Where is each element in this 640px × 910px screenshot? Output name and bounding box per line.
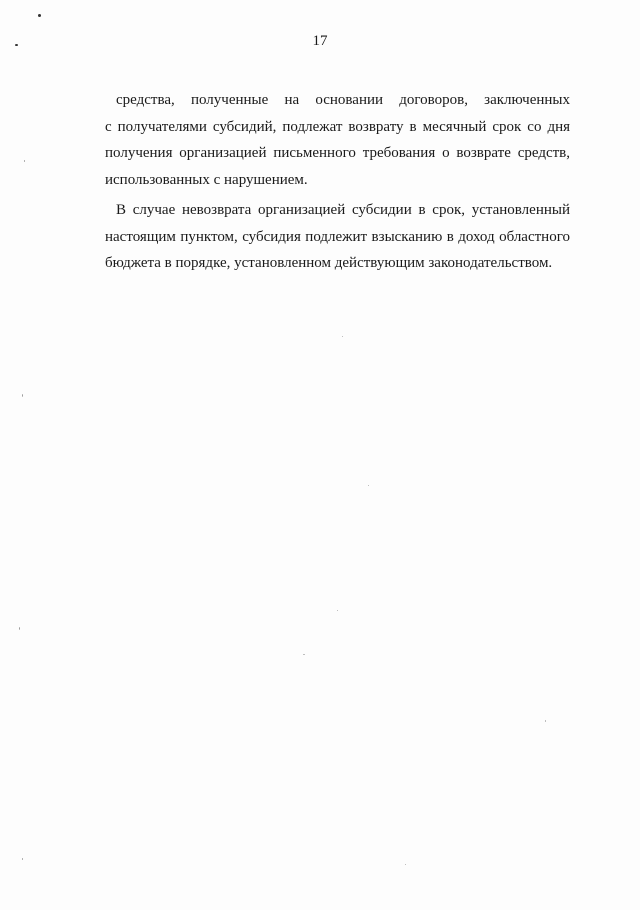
scan-speck — [368, 485, 369, 486]
scan-speck — [24, 160, 25, 162]
paragraph-line: бюджета в порядке, установленном действующим законодательством. — [105, 255, 553, 271]
paragraph-line: средства, полученные на основании договоров, заключенных — [116, 92, 570, 108]
scan-speck — [22, 858, 23, 860]
paragraph-2 — [105, 197, 570, 277]
scan-speck — [38, 14, 41, 17]
paragraph-line: настоящим пунктом, субсидия подлежит взысканию в доход областного — [105, 228, 570, 245]
paragraph-line: с получателями субсидий, подлежат возврату в месячный срок со дня — [105, 118, 570, 135]
page-number: 17 — [312, 33, 328, 49]
paragraph-1 — [105, 87, 570, 193]
scan-speck — [22, 394, 23, 397]
scan-speck — [15, 44, 18, 46]
scan-speck — [19, 627, 20, 630]
paragraph-line: получения организацией письменного требования о возврате средств, — [105, 145, 570, 161]
paragraph-line: В случае невозврата организацией субсидии в срок, установленный — [116, 202, 570, 218]
body-text — [105, 87, 570, 277]
scan-speck — [303, 654, 305, 655]
scan-speck — [342, 336, 343, 337]
paragraph-line: использованных с нарушением. — [105, 171, 308, 188]
scan-speck — [545, 720, 546, 722]
scan-speck — [405, 864, 406, 865]
scan-speck — [337, 610, 338, 611]
